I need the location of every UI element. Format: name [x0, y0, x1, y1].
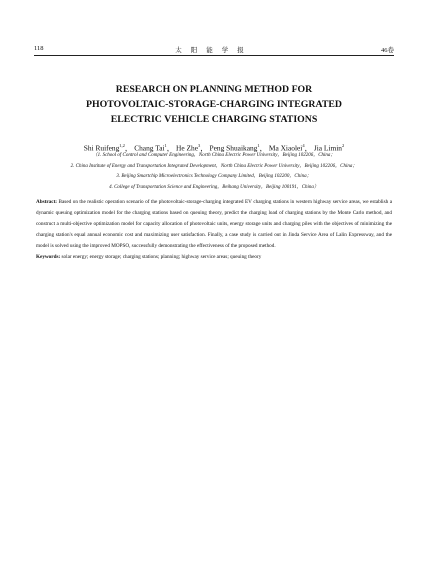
affiliation-line: 2. China Institute of Energy and Transportation Integrated Development，North China Electric Power University，Beijing 102206，China；: [70, 163, 358, 169]
affiliation-line: 3. Beijing Smartchip Microelectronics Technology Company Limited，Beijing 102200，China；: [116, 174, 312, 179]
author-affil-mark: 4: [302, 143, 305, 148]
author-affil-mark: 1,2: [119, 143, 125, 148]
author-affil-mark: 2: [341, 143, 345, 148]
running-header: [34, 43, 394, 56]
author-separator: ，: [259, 143, 268, 153]
author-separator: ，: [124, 143, 133, 153]
author-name: Shi Ruifeng: [83, 143, 120, 153]
affiliation-line: （1. School of Control and Computer Engineering，North China Electric Power University，Beijing 102206，China；: [92, 153, 336, 158]
volume-label: 46卷: [381, 47, 394, 54]
author-name: Chang Tai: [134, 143, 165, 153]
title-line: RESEARCH ON PLANNING METHOD FOR: [115, 84, 313, 95]
keywords-text: solar energy; energy storage; charging stations; planning; highway service areas; queuing theory: [61, 254, 262, 260]
abstract-label: Abstract:: [36, 199, 58, 205]
author-affil-mark: 1: [164, 143, 167, 148]
author-separator: ，: [304, 143, 312, 153]
abstract: [36, 197, 392, 252]
keywords: [36, 252, 392, 262]
author-affil-mark: 3: [198, 143, 201, 148]
keywords-label: Keywords:: [36, 254, 61, 260]
author-name: Jia Limin: [313, 143, 342, 153]
author-name: Peng Shuaikang: [209, 143, 258, 153]
abstract-text: Based on the realistic operation scenario of the photovoltaic-storage-charging integrated EV charging stations in western highway service areas, we establish a dynamic queuing optimization model for the charging stations based on queuing theory, predict the charging load of charging stations by the Monte Carlo method, and construct a multi-objective optimization model for capacity allocation of photovoltaic units, energy storage units and charging piles with the objectives of minimizing the charging station's equal annual economic cost and maximizing user satisfaction. Finally, a case study is carried out in Jinda Service Area of Lalin Expressway, and the model is solved using the improved MOPSO, successfully demonstrating the effectiveness of the proposed method.: [36, 199, 393, 249]
author-separator: ，: [166, 143, 175, 153]
affiliation-line: 4. College of Transportation Science and Engineering，Beihang University，Beijing 100191，China）: [109, 184, 319, 190]
paper-title: [34, 82, 394, 127]
title-line: PHOTOVOLTAIC-STORAGE-CHARGING INTEGRATED: [86, 99, 342, 110]
title-line: ELECTRIC VEHICLE CHARGING STATIONS: [110, 114, 318, 125]
author-name: Ma Xiaolei: [268, 143, 303, 153]
author-name: He Zhe: [176, 143, 199, 153]
author-affil-mark: 1: [257, 143, 260, 148]
affiliations: [34, 151, 394, 193]
page-number: 118: [34, 45, 44, 52]
author-separator: ，: [200, 143, 208, 153]
journal-name: 太阳能学报: [175, 47, 253, 54]
